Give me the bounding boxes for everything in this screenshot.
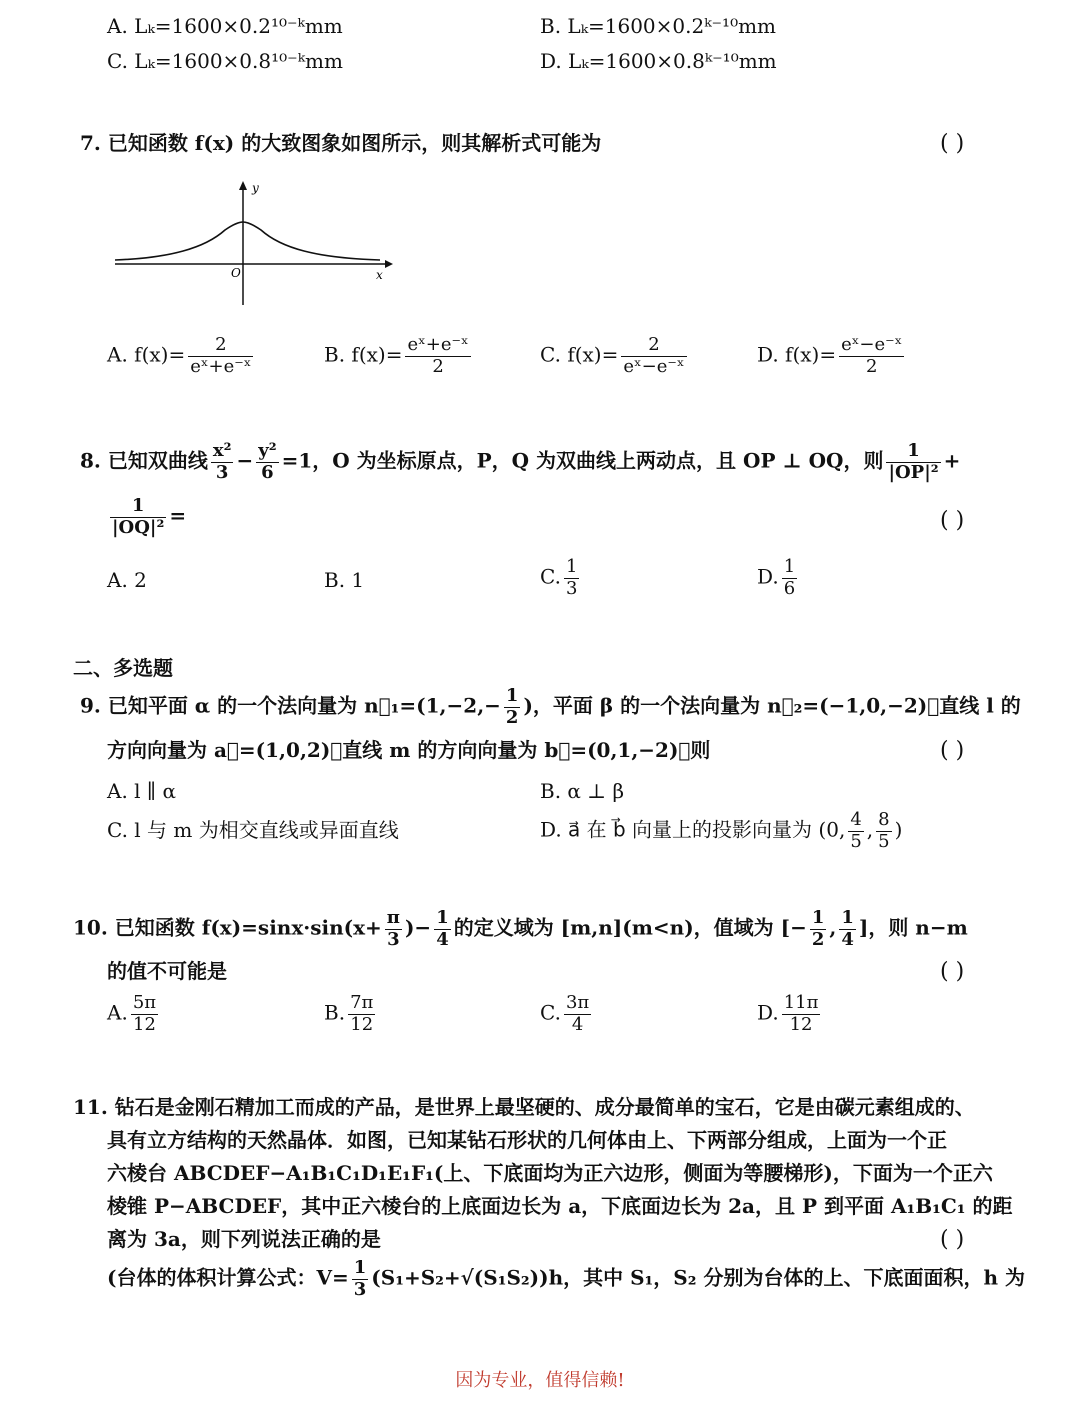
q8-option-b: B. 1 [324,568,365,592]
q10-stem-line1: 10. 已知函数 f(x)=sinx·sin(x+ $\frac{\pi}{3}$ )− $\frac{1}{4}$ 的定义域为 [m,n](m<n)，值域为 [− $\frac{1}{2}$ , $\frac{1}{4}$ ]，则 n−m [73,907,968,950]
q9-stem-line1: 9. 已知平面 α 的一个法向量为 n⃗₁=(1,−2,− $\frac{1}{2}$ )，平面 β 的一个法向量为 n⃗₂=(−1,0,−2)，直线 l 的 [80,685,1021,728]
y-axis-arrow [239,181,247,190]
q7-option-c: C. f(x)= $\frac{2}{\text{eˣ−e⁻ˣ}}$ [540,334,685,377]
origin-label: O [231,266,241,280]
q8-option-d: D. $\frac{1}{6}$ [757,556,796,599]
q7-option-a: A. f(x)= $\frac{2}{\text{eˣ+e⁻ˣ}}$ [107,334,252,377]
q6-option-c: C. Lₖ=1600×0.8¹⁰⁻ᵏmm [107,49,343,73]
q10-option-b: B. $\frac{7\pi}{12}$ [324,992,374,1035]
q11-stem-line2: 具有立方结构的天然晶体．如图，已知某钻石形状的几何体由上、下两部分组成，上面为一个正 [107,1128,947,1152]
q9-option-c: C. l 与 m 为相交直线或异面直线 [107,818,399,842]
q10-stem-line2: 的值不可能是 [107,959,227,983]
footer-slogan: 因为专业，值得信赖! [455,1370,625,1391]
q7-option-d: D. f(x)= $\frac{\text{eˣ−e⁻ˣ}}{2}$ [757,334,903,377]
q7-answer-blank: ( ) [940,131,965,156]
q9-answer-blank: ( ) [940,738,965,763]
section-heading-multiple-choice: 二、多选题 [73,656,173,680]
x-axis-label: x [376,268,383,282]
q8-stem: 8. 已知双曲线 $\frac{\text{x²}}{3}$ − $\frac{\text{y²}}{6}$ =1，O 为坐标原点，P，Q 为双曲线上两动点，且 OP ⊥ OQ，则 $\frac{1}{\text{|OP|²}}$ + [80,440,961,483]
q6-option-d: D. Lₖ=1600×0.8ᵏ⁻¹⁰mm [540,49,777,73]
q10-answer-blank: ( ) [940,959,965,984]
q11-formula-note: (台体的体积计算公式：V= $\frac{1}{3}$ (S₁+S₂+√(S₁S₂))h，其中 S₁，S₂ 分别为台体的上、下底面面积，h 为 [107,1257,1025,1300]
q7-stem: 7. 已知函数 f(x) 的大致图象如图所示，则其解析式可能为 [80,131,602,155]
q11-stem-line1: 11. 钻石是金刚石精加工而成的产品，是世界上最坚硬的、成分最简单的宝石，它是由碳元素组成的、 [73,1095,975,1119]
q7-function-graph [110,178,395,308]
q11-stem-line5: 离为 3a，则下列说法正确的是 [107,1227,381,1251]
q8-option-c: C. $\frac{1}{3}$ [540,556,578,599]
q9-option-b: B. α ⊥ β [540,779,625,803]
q10-option-c: C. $\frac{3\pi}{4}$ [540,992,590,1035]
q7-option-b: B. f(x)= $\frac{\text{eˣ+e⁻ˣ}}{2}$ [324,334,469,377]
q8-option-a: A. 2 [107,568,147,592]
q10-option-a: A. $\frac{5\pi}{12}$ [107,992,157,1035]
q11-answer-blank: ( ) [940,1227,965,1252]
q11-stem-line4: 棱锥 P−ABCDEF，其中正六棱台的上底面边长为 a，下底面边长为 2a，且 P 到平面 A₁B₁C₁ 的距 [107,1194,1013,1218]
q6-option-b: B. Lₖ=1600×0.2ᵏ⁻¹⁰mm [540,14,777,38]
q9-stem-line2: 方向向量为 a⃗=(1,0,2)，直线 m 的方向向量为 b⃗=(0,1,−2)，则 [107,738,711,762]
q6-option-a: A. Lₖ=1600×0.2¹⁰⁻ᵏmm [107,14,343,38]
q11-stem-line3: 六棱台 ABCDEF−A₁B₁C₁D₁E₁F₁(上、下底面均为正六边形，侧面为等腰梯形)，下面为一个正六 [107,1161,993,1185]
q9-option-d: D. a⃗ 在 b⃗ 向量上的投影向量为 (0, $\frac{4}{5}$ , $\frac{8}{5}$ ) [540,809,903,852]
bell-curve [115,222,380,260]
q9-option-a: A. l ∥ α [107,779,177,803]
q8-answer-blank: ( ) [940,508,965,533]
y-axis-label: y [252,181,259,195]
q10-option-d: D. $\frac{11\pi}{12}$ [757,992,819,1035]
x-axis-arrow [385,260,393,268]
q8-stem-continued: $\frac{1}{\text{|OQ|²}}$ = [112,495,187,538]
